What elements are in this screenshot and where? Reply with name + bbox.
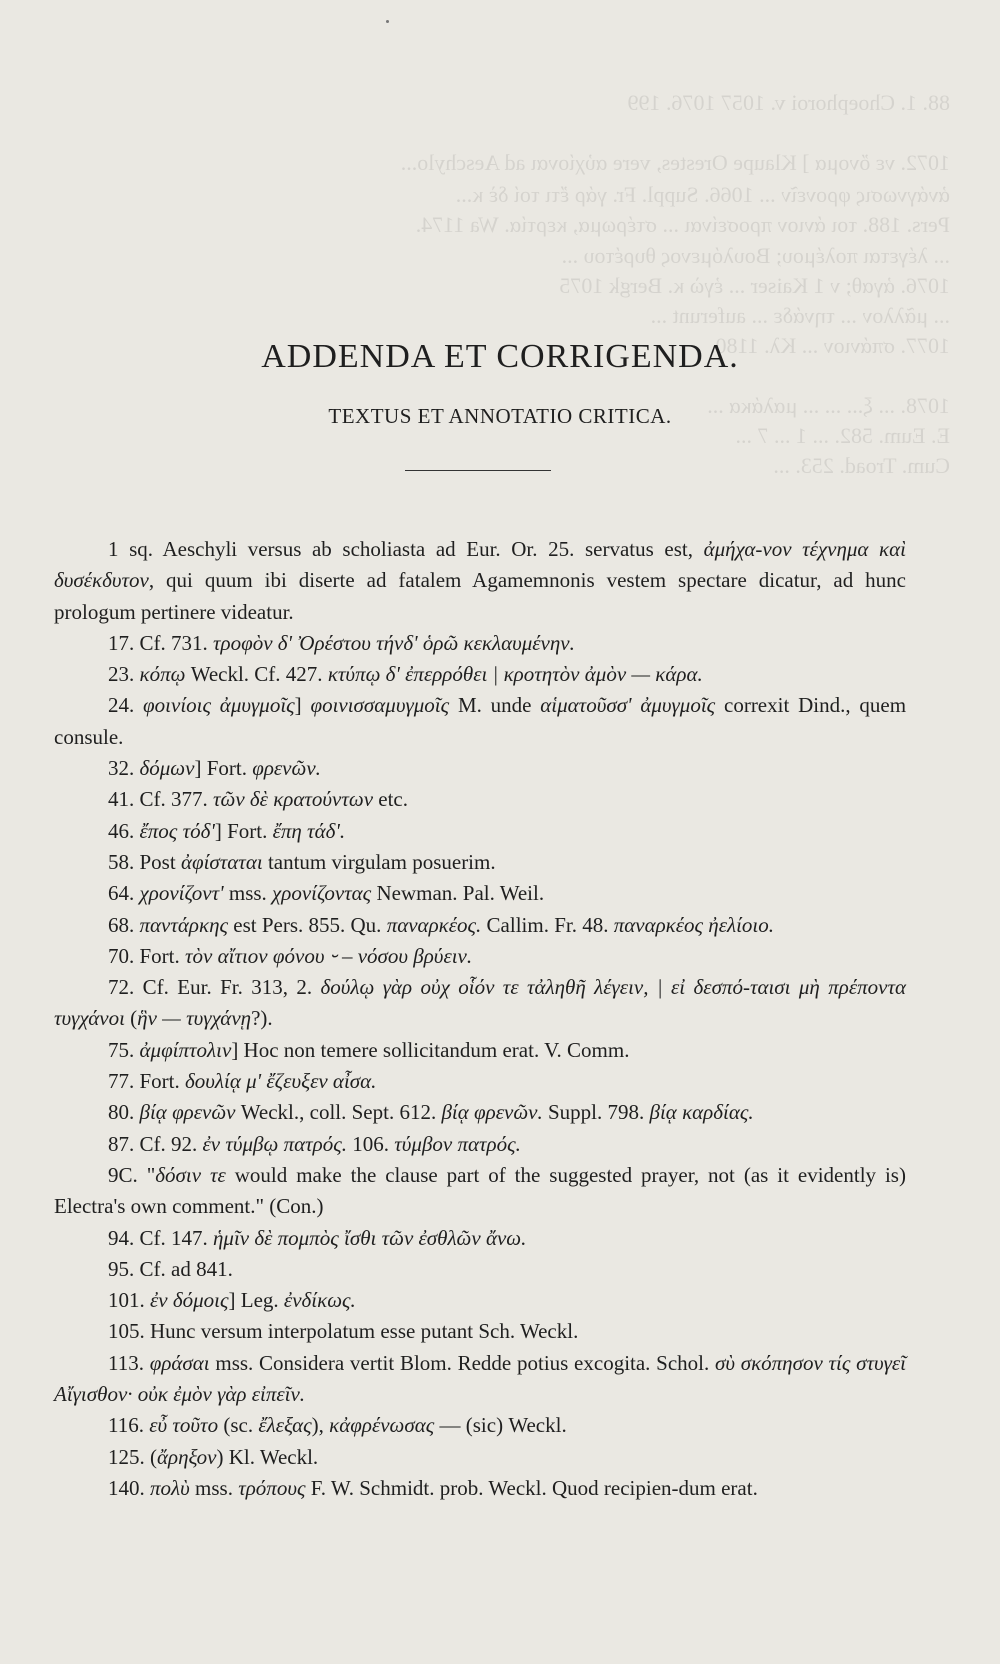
greek-text: ἣν — τυγχάνῃ: [137, 1006, 252, 1031]
greek-text: κτύπῳ δ' ἐπερρόθει | κροτητὸν ἀμὸν — κάρα.: [327, 662, 703, 687]
bleed-through-line: ἀνάγνωσις φρονεῖν ... 1066. Suppl. Fr. γάρ ἔτι τοί δὲ κ...: [455, 182, 950, 207]
critical-note: [54, 910, 906, 941]
bleed-through-line: 1076. ἀγαθ; ν 1 Kaiser ... ἐγὼ κ. Bergk 1075: [559, 273, 950, 298]
note-text: Callim. Fr. 48.: [481, 912, 614, 937]
critical-note: [54, 534, 906, 628]
note-text: 68.: [108, 912, 140, 937]
note-text: ] Leg.: [228, 1288, 284, 1313]
note-text: mss.: [223, 881, 273, 906]
greek-text: ἔλεξας: [258, 1413, 312, 1438]
bleed-through-line: E. Eum. 582. ... 1 ... 7 ...: [735, 423, 950, 448]
note-text: 140.: [108, 1475, 150, 1500]
greek-text: ἀμήχα-νον τέχνημα καὶ δυσέκδυτον: [54, 537, 906, 593]
note-text: Newman. Pal. Weil.: [371, 881, 545, 906]
note-text: 106.: [347, 1131, 395, 1156]
note-text: 125. (: [108, 1444, 157, 1469]
note-text: 9C. ": [108, 1162, 156, 1187]
greek-text: εὖ τοῦτο: [149, 1413, 219, 1438]
greek-text: τῶν δὲ κρατούντων: [213, 787, 374, 812]
greek-text: βίᾳ καρδίας.: [649, 1100, 754, 1125]
greek-text: ἐνδίκως.: [283, 1288, 356, 1313]
note-text: 94. Cf. 147.: [108, 1225, 213, 1250]
greek-text: σὺ σκόπησον τίς στυγεῖ Αἴγισθον· οὐκ ἐμὸν γὰρ εἰπεῖν.: [54, 1350, 906, 1407]
note-text: mss.: [189, 1475, 239, 1500]
greek-text: τροφὸν δ' Ὀρέστου τήνδ' ὁρῶ κεκλαυμένην.: [213, 630, 575, 655]
greek-text: δουλίᾳ μ' ἔζευξεν αἶσα.: [185, 1069, 377, 1094]
note-text: 64.: [108, 881, 140, 906]
note-text: 101.: [108, 1288, 150, 1313]
note-text: (: [124, 1006, 138, 1031]
greek-text: ἔπος τόδ': [139, 818, 215, 843]
note-text: ?).: [251, 1006, 273, 1031]
critical-note: [54, 1316, 906, 1347]
note-text: 58. Post: [108, 849, 181, 874]
page-speck: [386, 20, 389, 23]
greek-text: φοινίοις ἀμυγμοῖς: [143, 693, 295, 718]
page-title: ADDENDA ET CORRIGENDA.: [261, 338, 739, 375]
note-text: 46.: [108, 818, 140, 843]
note-text: F. W. Schmidt. prob. Weckl. Quod recipien-dum erat.: [305, 1475, 758, 1500]
note-text: 17. Cf. 731.: [108, 630, 213, 655]
critical-note: [54, 628, 906, 659]
greek-text: ἔπη τάδ'.: [272, 818, 346, 843]
greek-text: ἡμῖν δὲ πομπὸς ἴσθι τῶν ἐσθλῶν ἄνω.: [213, 1225, 527, 1250]
note-text: — (sic) Weckl.: [434, 1413, 567, 1438]
note-text: mss. Considera vertit Blom. Redde potius excogita. Schol.: [209, 1350, 715, 1375]
note-text: 72. Cf. Eur. Fr. 313, 2.: [108, 975, 321, 1000]
note-text: 70. Fort.: [108, 943, 186, 968]
note-text: etc.: [373, 787, 409, 812]
greek-text: τύμβον πατρός.: [394, 1131, 521, 1156]
greek-text: ἀμφίπτολιν: [139, 1037, 232, 1062]
greek-text: παναρκέος ἠελίοιο.: [613, 912, 775, 937]
greek-text: ἐν τύμβῳ πατρός.: [202, 1131, 347, 1156]
greek-text: δόμων: [139, 756, 195, 781]
note-text: 32.: [108, 756, 140, 781]
greek-text: χρονίζοντ': [139, 881, 224, 906]
greek-text: ἀφίσταται: [180, 849, 263, 874]
note-text: Suppl. 798.: [542, 1100, 650, 1125]
note-text: 87. Cf. 92.: [108, 1131, 203, 1156]
critical-note: [54, 941, 906, 972]
greek-text: κόπῳ: [139, 662, 186, 687]
greek-text: κἀφρένωσας: [329, 1413, 435, 1438]
greek-text: αἱματοῦσσ' ἀμυγμοῖς: [540, 693, 716, 718]
note-text: 95. Cf. ad 841.: [108, 1256, 233, 1281]
critical-note: [54, 784, 906, 815]
critical-note: [54, 1066, 906, 1097]
greek-text: πολὺ: [150, 1475, 190, 1500]
greek-text: παναρκέος.: [386, 912, 482, 937]
critical-note: [54, 847, 906, 878]
note-text: ]: [294, 693, 311, 718]
note-text: ] Hoc non temere sollicitandum erat. V. Comm.: [231, 1037, 630, 1062]
bleed-through-line: Pers. 188. τοι άνιον προσείναι ... στέρωμα, κερτία. Wa 1174.: [415, 212, 950, 237]
note-text: (sc.: [218, 1413, 259, 1438]
note-text: 23.: [108, 662, 140, 687]
note-text: est Pers. 855. Qu.: [228, 912, 387, 937]
note-text: 105. Hunc versum interpolatum esse putant Sch. Weckl.: [108, 1319, 579, 1344]
note-text: 80.: [108, 1100, 140, 1125]
bleed-through-line: ... λέγεται πολέμου; Βουλόμενος θυρέτου ...: [561, 243, 950, 268]
critical-note: [54, 1160, 906, 1223]
note-text: tantum virgulam posuerim.: [262, 849, 496, 874]
greek-text: τὸν αἴτιον φόνου ⏑ – νόσου βρύειν.: [185, 943, 473, 968]
critical-note: [54, 1254, 906, 1285]
greek-text: δόσιν τε: [155, 1162, 226, 1187]
greek-text: χρονίζοντας: [272, 881, 372, 906]
critical-note: [54, 1348, 906, 1411]
critical-note: [54, 1285, 906, 1316]
note-text: 24.: [108, 693, 144, 718]
critical-note: [54, 690, 906, 753]
critical-note: [54, 753, 906, 784]
note-text: 116.: [108, 1413, 150, 1438]
note-text: Weckl., coll. Sept. 612.: [235, 1100, 442, 1125]
greek-text: δούλῳ γὰρ οὐχ οἷόν τε τἀληθῆ λέγειν, | εἰ δεσπό-ταισι μὴ πρέποντα τυγχάνοι: [54, 975, 906, 1031]
note-text: 77. Fort.: [108, 1069, 186, 1094]
bleed-through-line: 1078. ... ξ... ... ... μαλάκα ...: [707, 393, 950, 418]
greek-text: ἐν δόμοις: [150, 1288, 229, 1313]
note-text: ) Kl. Weckl.: [216, 1444, 319, 1469]
critical-note: [54, 972, 906, 1035]
critical-note: [54, 1035, 906, 1066]
greek-text: παντάρκης: [139, 912, 229, 937]
critical-note: [54, 1442, 906, 1473]
critical-note: [54, 878, 906, 909]
note-text: Weckl. Cf. 427.: [185, 662, 328, 687]
critical-note: [54, 1129, 906, 1160]
critical-note: [54, 1410, 906, 1441]
bleed-through-line: 1072. νε ὄνομα ] Klaupe Orestes, vere αὐχίοναι ad Aeschylo...: [400, 150, 950, 175]
critical-note: [54, 1473, 906, 1504]
note-text: 113.: [108, 1350, 150, 1375]
greek-text: τρόπους: [238, 1475, 306, 1500]
bleed-through-line: Cum. Troad. 253. ...: [773, 453, 950, 478]
critical-note: [54, 659, 906, 690]
note-text: ] Fort.: [194, 756, 253, 781]
note-text: correxit Dind., quem consule.: [54, 693, 907, 749]
greek-text: βίᾳ φρενῶν.: [441, 1100, 543, 1125]
greek-text: φράσαι: [149, 1350, 210, 1375]
bleed-through-line: 88. 1. Choephoroi v. 1057 1076. 199: [627, 90, 950, 115]
note-text: 1 sq. Aeschyli versus ab scholiasta ad Eur. Or. 25. servatus est,: [108, 537, 704, 561]
note-text: 75.: [108, 1037, 140, 1062]
critical-note: [54, 1223, 906, 1254]
bleed-through-line: 1077. σπάνιον ... Κλ. 1180.: [709, 333, 950, 358]
note-text: ] Fort.: [214, 818, 273, 843]
note-text: ),: [311, 1413, 330, 1438]
note-text: 41. Cf. 377.: [108, 787, 213, 812]
greek-text: ἄρηξον: [157, 1444, 217, 1469]
critical-note: [54, 1097, 906, 1128]
critical-note: [54, 816, 906, 847]
section-subtitle: TEXTUS ET ANNOTATIO CRITICA.: [328, 404, 672, 428]
note-text: M. unde: [449, 693, 541, 718]
note-text: would make the clause part of the suggested prayer, not (as it evidently is) Electra's own comment." (Con.): [54, 1162, 906, 1219]
note-text: , qui quum ibi diserte ad fatalem Agamemnonis vestem spectare dicatur, ad hunc prologum pertinere videatur.: [54, 568, 906, 624]
entries-list: [54, 534, 906, 1504]
greek-text: φρενῶν.: [252, 756, 321, 781]
title-rule: [405, 470, 551, 471]
greek-text: φοινισσαμυγμοῖς: [310, 693, 450, 718]
bleed-through-line: ... μᾶλλον ... τηνάδε ... auferunt ...: [650, 303, 950, 328]
greek-text: βίᾳ φρενῶν: [139, 1100, 236, 1125]
